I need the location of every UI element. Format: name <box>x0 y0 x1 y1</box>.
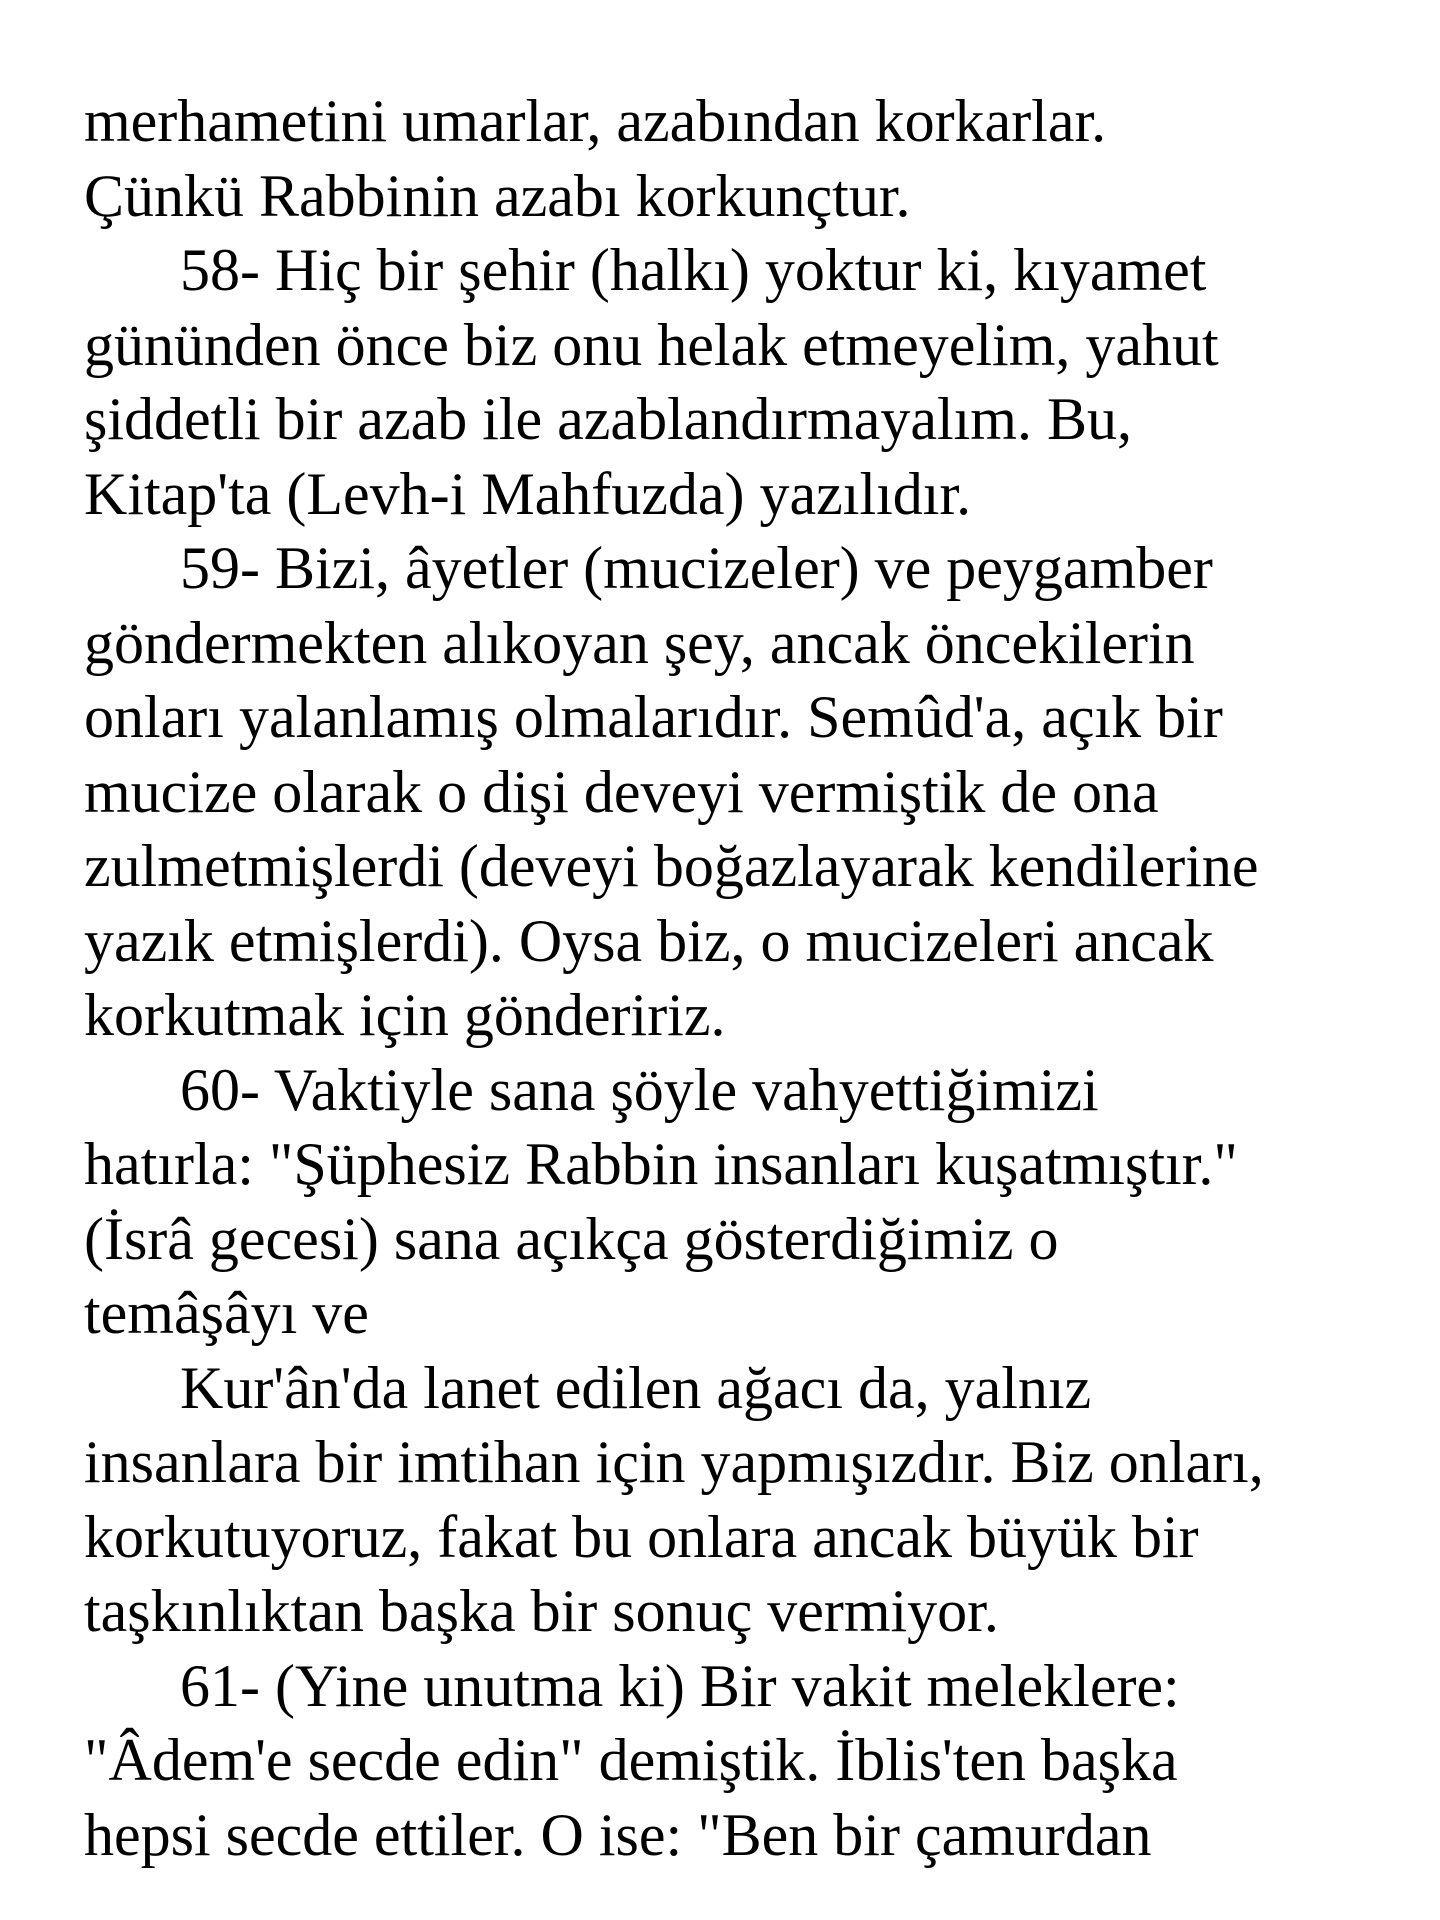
text-line: taşkınlıktan başka bir sonuç vermiyor. <box>84 1578 999 1644</box>
text-line: şiddetli bir azab ile azablandırmayalım. Bu, <box>84 386 1132 452</box>
text-line: hatırla: "Şüphesiz Rabbin insanları kuşatmıştır." <box>84 1131 1238 1197</box>
verse-61-start: 61- (Yine unutma ki) Bir vakit meleklere: <box>180 1652 1180 1719</box>
paragraph-continuation: Kur'ân'da lanet edilen ağacı da, yalnız <box>180 1354 1092 1421</box>
text-line: "Âdem'e secde edin" demiştik. İblis'ten başka <box>84 1727 1178 1793</box>
text-line: korkutmak için göndeririz. <box>84 982 726 1048</box>
verse-58-start: 58- Hiç bir şehir (halkı) yoktur ki, kıyamet <box>180 237 1207 303</box>
text-line: onları yalanlamış olmalarıdır. Semûd'a, açık bir <box>84 684 1223 750</box>
text-line: gününden önce biz onu helak etmeyelim, yahut <box>84 311 1219 378</box>
text-line: insanlara bir imtihan için yapmışızdır. Biz onları, <box>84 1429 1264 1495</box>
text-line: göndermekten alıkoyan şey, ancak öncekilerin <box>84 609 1195 676</box>
text-line: merhametini umarlar, azabından korkarlar. <box>84 88 1107 154</box>
text-line: yazık etmişlerdi). Oysa biz, o mucizeleri ancak <box>84 907 1214 974</box>
text-line: temâşâyı ve <box>84 1280 369 1346</box>
text-line: mucize olarak o dişi deveyi vermiştik de ona <box>84 758 1159 825</box>
text-line: zulmetmişlerdi (deveyi boğazlayarak kendilerine <box>84 833 1259 899</box>
text-line: Kitap'ta (Levh-i Mahfuzda) yazılıdır. <box>84 460 972 527</box>
document-page <box>84 84 1384 1872</box>
text-line: (İsrâ gecesi) sana açıkça gösterdiğimiz o <box>84 1205 1059 1272</box>
text-line: hepsi secde ettiler. O ise: "Ben bir çamurdan <box>84 1801 1152 1868</box>
text-line: korkutuyoruz, fakat bu onlara ancak büyük bir <box>84 1503 1199 1570</box>
text-line: Çünkü Rabbinin azabı korkunçtur. <box>84 162 911 229</box>
verse-59-start: 59- Bizi, âyetler (mucizeler) ve peygamber <box>180 535 1213 601</box>
verse-60-start: 60- Vaktiyle sana şöyle vahyettiğimizi <box>180 1056 1099 1123</box>
